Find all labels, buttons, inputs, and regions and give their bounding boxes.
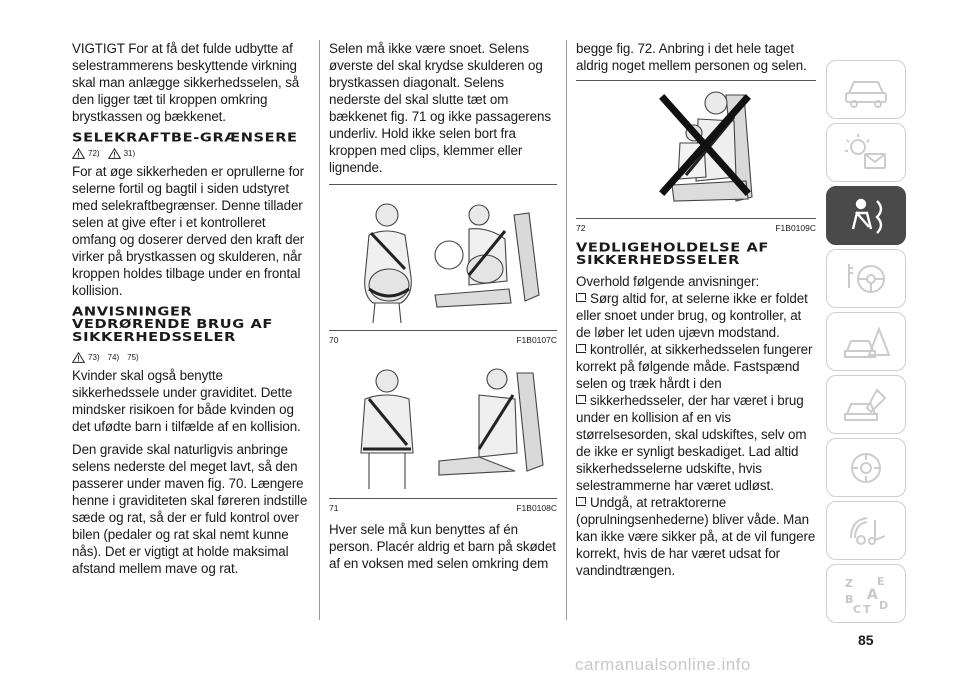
caution-ref: 31) (123, 149, 136, 158)
warning-ref: 75) (127, 353, 139, 362)
tab-emergency[interactable] (826, 312, 906, 371)
figure-caption (329, 335, 557, 345)
maintenance-item: kontrollér, at sikkerhedsselen fungerer korrekt på følgende måde. Fastspænd selen og træk hårdt i den (576, 342, 813, 391)
section-title-belt-usage: ANVISNINGER VEDRØRENDE BRUG AF SIKKERHEDSSELER (72, 304, 273, 345)
index-letter: D (879, 598, 889, 612)
pregnant-driver-paragraph: Den gravide skal naturligvis anbringe selens nederste del meget lavt, så den passerer under maven fig. 70. Længere henne i graviditeten skal føreren indstille sæde og rat, så der er fuld kontrol over bilen (pedaler og rat skal nemt kunne nås). Det er vigtigt at holde maksimal afstand mellem mave og rat. (72, 442, 308, 576)
figure-code: F1B0109C (775, 223, 816, 233)
tab-car[interactable] (826, 60, 906, 119)
tab-starting-driving[interactable] (826, 249, 906, 308)
warning-triangle-icon (72, 148, 85, 159)
figure-rule (329, 330, 557, 331)
tab-maintenance[interactable] (826, 375, 906, 434)
bullet-icon (576, 293, 586, 302)
belt-limiters-paragraph: For at øge sikkerheden er oprullerne for selerne fortil og bagtil i siden udstyret med selekraftbegrænser. Denne tillader selen at give efter i et kontrolleret omfang og doserer derved den kraft der virker på brystkassen og skulderen, når kroppen holdes tilbage under en frontal kollision. (72, 164, 305, 298)
warning-ref: 73) (88, 353, 100, 362)
bullet-icon (576, 497, 586, 506)
column-2 (329, 40, 557, 578)
maintenance-item: Sørg altid for, at selerne ikke er foldet eller snoet under brug, og kontroller, at de løber let uden ujævn modstand. (576, 291, 808, 340)
index-letter: T (863, 602, 871, 615)
figure-code: F1B0108C (516, 503, 557, 513)
chapter-tabs (826, 60, 906, 627)
bullet-icon (576, 395, 586, 404)
technical-data-icon (841, 447, 891, 489)
warning-ref: 74) (107, 353, 120, 362)
page-number: 85 (858, 632, 874, 648)
section-title-belt-limiters: SELEKRAFTBE-GRÆNSERE (72, 130, 298, 145)
column-3 (576, 40, 816, 579)
one-person-paragraph: Hver sele må kun benyttes af én person. Placér aldrig et barn på skødet af en voksen med selen omkring dem (329, 522, 556, 571)
index-icon (841, 573, 891, 615)
figure-rule (576, 218, 816, 219)
column-1 (72, 40, 310, 583)
breakdown-icon (841, 321, 891, 363)
caution-triangle-icon (108, 148, 121, 159)
index-letter: E (877, 574, 885, 588)
nothing-between-paragraph: begge fig. 72. Anbring i det hele taget aldrig noget mellem personen og selen. (576, 41, 807, 73)
watermark: carmanualsonline.info (575, 655, 751, 674)
maintenance-intro: Overhold følgende anvisninger: (576, 274, 760, 289)
warning-ref: 72) (88, 149, 100, 158)
figure-pregnant-belt-illustration (329, 185, 557, 325)
seat-belt-airbag-icon (841, 195, 891, 237)
maintenance-item: Undgå, at retraktorerne (oprulningsenhederne) bliver våde. Man kan ikke være sikker på, at de vil fungere korrekt, hvis de har været udsat for vandindtrængen. (576, 495, 816, 578)
index-letter: Z (845, 576, 853, 590)
tab-index[interactable] (826, 564, 906, 623)
maintenance-icon (841, 384, 891, 426)
tab-technical-data[interactable] (826, 438, 906, 497)
column-divider-left (319, 40, 320, 620)
warning-references-usage (72, 352, 310, 363)
figure-caption (329, 503, 557, 513)
warning-lights-icon (841, 132, 891, 174)
pregnancy-paragraph: Kvinder skal også benytte sikkerhedssele under graviditet. Dette mindsker risikoen for både kvinden og det ufødte barn i tilfælde af en kollision. (72, 368, 301, 434)
multimedia-icon (841, 510, 891, 552)
bullet-icon (576, 344, 586, 353)
maintenance-item: sikkerhedsseler, der har været i brug under en kollision af en vis størrelsesorden, skal udskiftes, selv om de ikke er synligt beskadiget. Lad altid sikkerhedsselerne udskifte, hvis selestrammerne har været udløst. (576, 393, 807, 493)
section-title-maintenance: VEDLIGEHOLDELSE AF SIKKERHEDSSELER (576, 240, 769, 268)
column-divider-right (566, 40, 567, 620)
figure-number: 72 (576, 223, 586, 233)
index-letter: B (845, 592, 854, 606)
figure-number: 70 (329, 335, 339, 345)
figure-belt-correct-illustration (329, 353, 557, 493)
figure-child-on-lap-prohibited-illustration (576, 81, 816, 213)
warning-references (72, 148, 310, 159)
index-letter: C (853, 602, 862, 615)
key-steering-icon (841, 258, 891, 300)
index-letter: A (867, 586, 878, 603)
tab-warning-lights[interactable] (826, 123, 906, 182)
intro-paragraph: VIGTIGT For at få det fulde udbytte af selestrammerens beskyttende virkning skal man anlægge sikkerhedsselen, så den ligger tæt til kroppen omkring brystkassen og bækkenet. (72, 41, 300, 124)
tab-multimedia[interactable] (826, 501, 906, 560)
figure-rule (329, 498, 557, 499)
warning-triangle-icon (72, 352, 85, 363)
car-icon (841, 69, 891, 111)
figure-code: F1B0107C (516, 335, 557, 345)
tab-safety[interactable] (826, 186, 906, 245)
belt-position-paragraph: Selen må ikke være snoet. Selens øverste del skal krydse skulderen og brystkassen diagonalt. Selens nederste del skal slutte tæt om bækkenet fig. 71 og ikke passagerens underliv. Hold ikke selen bort fra kroppen med clips, klemmer eller lignende. (329, 41, 551, 175)
figure-caption (576, 223, 816, 233)
figure-number: 71 (329, 503, 339, 513)
